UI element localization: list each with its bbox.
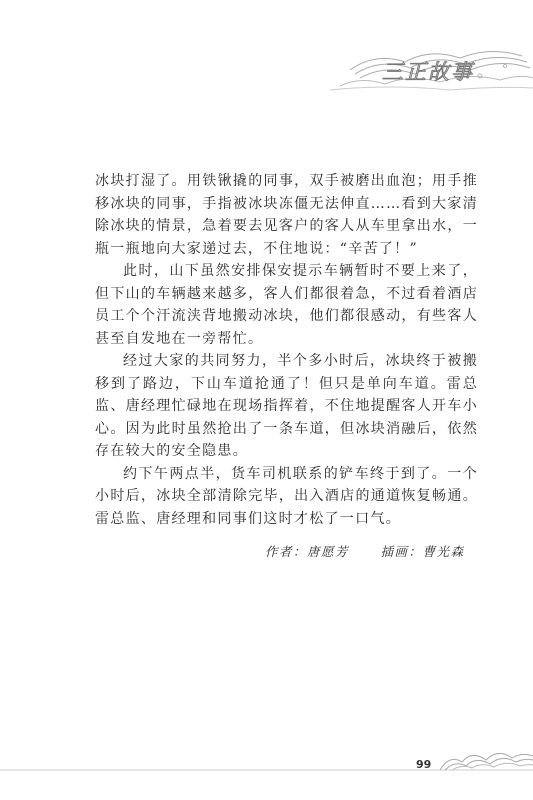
article-paragraph: 约下午两点半，货车司机联系的铲车终于到了。一个小时后，冰块全部清除完毕，出入酒店的通道恢复畅通。雷总监、唐经理和同事们这时才松了一口气。 bbox=[95, 465, 478, 527]
section-title: 三正故事 bbox=[382, 60, 474, 84]
article-body bbox=[95, 170, 478, 530]
illustrator-credit: 插画：曹光森 bbox=[380, 544, 465, 559]
credits bbox=[265, 542, 491, 560]
footer-wave-decoration bbox=[0, 740, 533, 780]
author-credit: 作者：唐愿芳 bbox=[265, 544, 350, 559]
article-paragraph: 经过大家的共同努力，半个多小时后，冰块终于被搬移到了路边，下山车道抢通了！但只是单向车道。雷总监、唐经理忙碌地在现场指挥着，不住地提醒客人开车小心。因为此时虽然抢出了一条车道，但冰块消融后，依然存在较大的安全隐患。 bbox=[95, 353, 478, 459]
article-paragraph: 此时，山下虽然安排保安提示车辆暂时不要上来了，但下山的车辆越来越多，客人们都很着急，不过看着酒店员工个个汗流浃背地搬动冰块，他们都很感动，有些客人甚至自发地在一旁帮忙。 bbox=[95, 263, 478, 347]
article-paragraph: 冰块打湿了。用铁锹撬的同事，双手被磨出血泡；用手推移冰块的同事，手指被冰块冻僵无法伸直……看到大家清除冰块的情景，急着要去见客户的客人从车里拿出水，一瓶一瓶地向大家递过去，不住地说：“辛苦了！” bbox=[95, 173, 478, 257]
page-number: 99 bbox=[416, 758, 432, 771]
